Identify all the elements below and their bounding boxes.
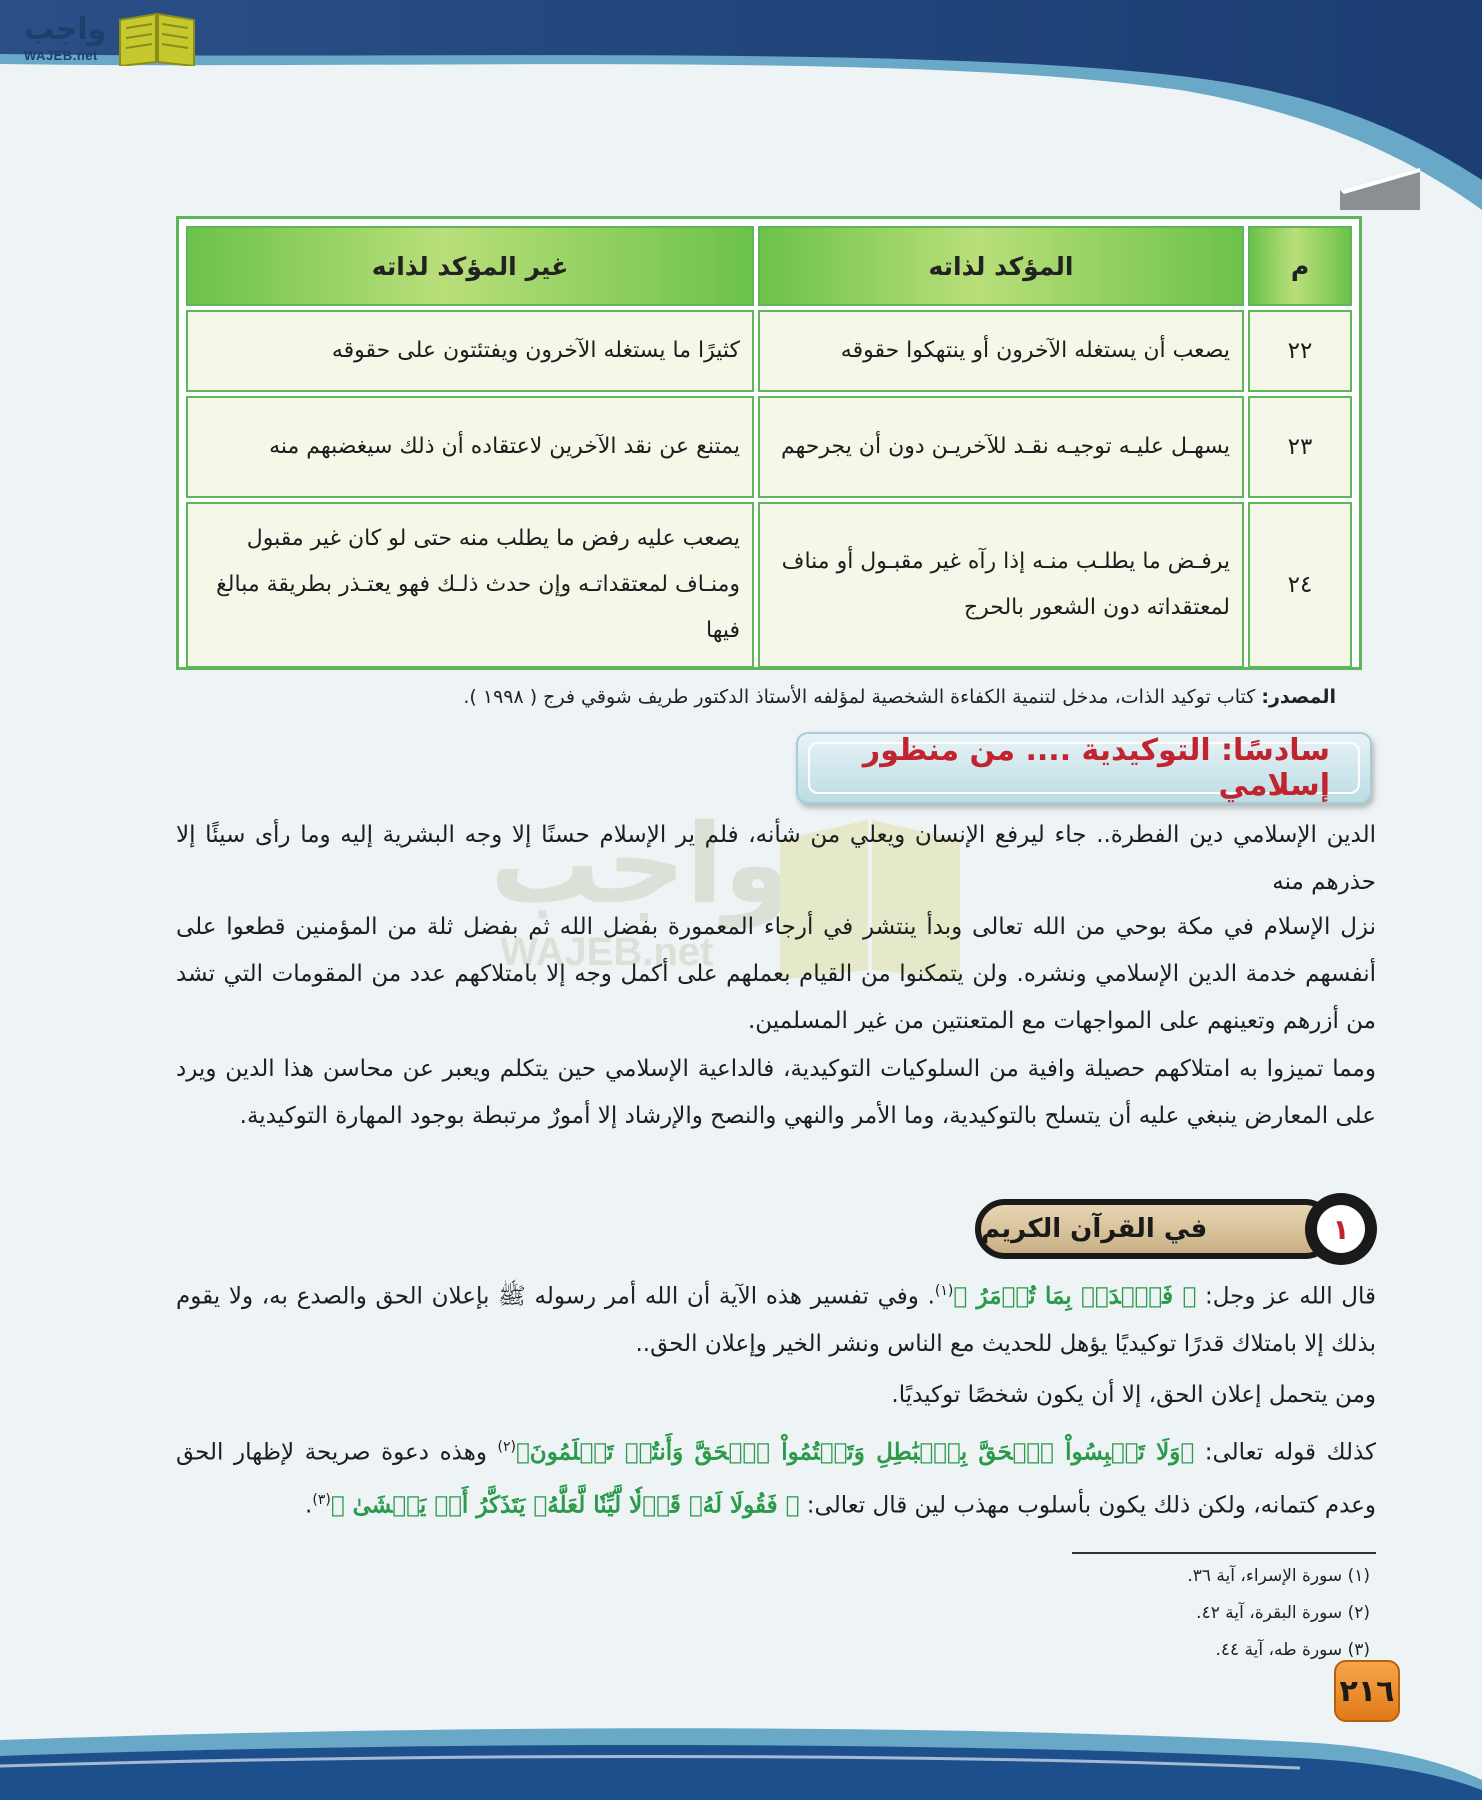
logo-sub: WAJEB.net — [24, 48, 98, 63]
q3-mid: وهذه دعوة صريحة لإظهار الحق وعدم كتمانه، ولكن ذلك يكون بأسلوب مهذب لين قال تعالى: — [176, 1439, 1376, 1519]
cell-non-assertive: كثيرًا ما يستغله الآخرون ويفتئتون على حقوقه — [186, 310, 754, 392]
comparison-table — [176, 216, 1362, 670]
watermark-text: واجب — [490, 800, 792, 928]
subsection-number: ١ — [1317, 1205, 1365, 1253]
header-assertive: المؤكد لذاته — [758, 226, 1244, 306]
footnote-2: (٢) سورة البقرة، آية ٤٢. — [1196, 1603, 1370, 1623]
quran-paragraph-1 — [176, 1268, 1376, 1368]
page-number: ٢١٦ — [1334, 1660, 1400, 1722]
row-number: ٢٣ — [1248, 396, 1352, 498]
watermark-sub: WAJEB.net — [500, 930, 714, 974]
footnote-3: (٣) سورة طه، آية ٤٤. — [1215, 1640, 1370, 1660]
row-number: ٢٤ — [1248, 502, 1352, 668]
subsection-title: في القرآن الكريم — [981, 1214, 1208, 1244]
paragraph-1: الدين الإسلامي دين الفطرة.. جاء ليرفع الإنسان ويعلي من شأنه، فلم ير الإسلام حسنًا إلا وجه البشرية إليه وما رأى سيئًا إلا حذرهم منه — [176, 822, 1376, 895]
footnote-1: (١) سورة الإسراء، آية ٣٦. — [1187, 1566, 1370, 1586]
footnotes — [1000, 1558, 1370, 1669]
table-row — [186, 310, 1352, 392]
subsection-heading — [975, 1193, 1377, 1265]
subsection-bar — [975, 1199, 1335, 1259]
q1-start: قال الله عز وجل: — [1196, 1283, 1376, 1310]
footnote-divider — [1072, 1552, 1376, 1554]
quran-paragraph-2: ومن يتحمل إعلان الحق، إلا أن يكون شخصًا توكيديًا. — [891, 1382, 1376, 1408]
footer-decoration — [0, 1670, 1482, 1800]
footnote-ref-2: (٢) — [497, 1439, 516, 1455]
header-decoration — [0, 0, 1482, 210]
paragraph-3: ومما تميزوا به امتلاكهم حصيلة وافية من السلوكيات التوكيدية، فالداعية الإسلامي حين يتكلم ويعبر عن محاسن هذا الدين ويرد على المعارض ينبغي عليه أن يتسلح بالتوكيدية، وما الأمر والنهي والنصح والإرشاد إلا أمورٌ مرتبطة بوجود المهارة التوكيدية. — [176, 1056, 1376, 1129]
footnote-ref-3: (٣) — [312, 1491, 331, 1508]
verse-2: ﴿وَلَا تَلۡبِسُواْ ٱلۡحَقَّ بِٱلۡبَٰطِلِ وَتَكۡتُمُواْ ٱلۡحَقَّ وَأَنتُمۡ تَعۡلَمُونَ﴾ — [516, 1438, 1195, 1466]
quran-paragraph-3 — [176, 1424, 1376, 1529]
cell-non-assertive: يصعب عليه رفض ما يطلب منه حتى لو كان غير مقبول ومنـاف لمعتقداتـه وإن حدث ذلـك فهو يعتـذر بطريقة مبالغ فيها — [186, 502, 754, 668]
cell-non-assertive: يمتنع عن نقد الآخرين لاعتقاده أن ذلك سيغضبهم منه — [186, 396, 754, 498]
table-header-row — [186, 226, 1352, 306]
q3-end: . — [305, 1492, 313, 1519]
header-non-assertive: غير المؤكد لذاته — [186, 226, 754, 306]
subsection-number-badge — [1305, 1193, 1377, 1265]
q3-start: كذلك قوله تعالى: — [1194, 1439, 1376, 1466]
source-text: كتاب توكيد الذات، مدخل لتنمية الكفاءة الشخصية لمؤلفه الأستاذ الدكتور طريف شوقي فرج ( ١٩٩٨ ). — [463, 686, 1262, 708]
cell-assertive: يصعب أن يستغله الآخرون أو ينتهكوا حقوقه — [758, 310, 1244, 392]
paragraph-2: نزل الإسلام في مكة بوحي من الله تعالى وبدأ ينتشر في أرجاء المعمورة بفضل الله ثم بفضل ثلة من المؤمنين قطعوا على أنفسهم خدمة الدين الإسلامي ونشره. ولن يتمكنوا من القيام بعملهم على أكمل وجه إلا بامتلاكهم عدد من المقومات التي تشد من أزرهم وتعينهم على المواجهات مع المتعنتين من غير المسلمين. — [176, 914, 1376, 1034]
cell-assertive: يسهـل عليـه توجيـه نقـد للآخريـن دون أن يجرحهم — [758, 396, 1244, 498]
source-label: المصدر: — [1261, 686, 1336, 708]
table-row — [186, 396, 1352, 498]
site-logo[interactable] — [10, 8, 190, 64]
verse-3: ﴿ فَقُولَا لَهُۥ قَوۡلٗا لَّيِّنٗا لَّعَلَّهُۥ يَتَذَكَّرُ أَوۡ يَخۡشَىٰ ﴾ — [330, 1491, 800, 1519]
q1-end: . وفي تفسير هذه الآية أن الله أمر رسوله ﷺ بإعلان الحق والصدع به، ولا يقوم بذلك إلا بامتلاك قدرًا توكيديًا يؤهل للحديث مع الناس ونشر الخير وإعلان الحق.. — [176, 1283, 1376, 1357]
book-icon — [116, 10, 198, 66]
section-heading: سادسًا: التوكيدية .... من منظور إسلامي — [862, 733, 1330, 803]
footnote-ref-1: (١) — [934, 1283, 954, 1299]
source-citation — [176, 686, 1336, 708]
logo-name: واجب — [24, 12, 107, 47]
header-number: م — [1248, 226, 1352, 306]
cell-assertive: يرفـض ما يطلـب منـه إذا رآه غير مقبـول أو مناف لمعتقداته دون الشعور بالحرج — [758, 502, 1244, 668]
row-number: ٢٢ — [1248, 310, 1352, 392]
table-row — [186, 502, 1352, 668]
verse-1: ﴿ فَٱصۡدَعۡ بِمَا تُؤۡمَرُ ﴾ — [953, 1282, 1197, 1310]
section-heading-box — [796, 732, 1372, 804]
